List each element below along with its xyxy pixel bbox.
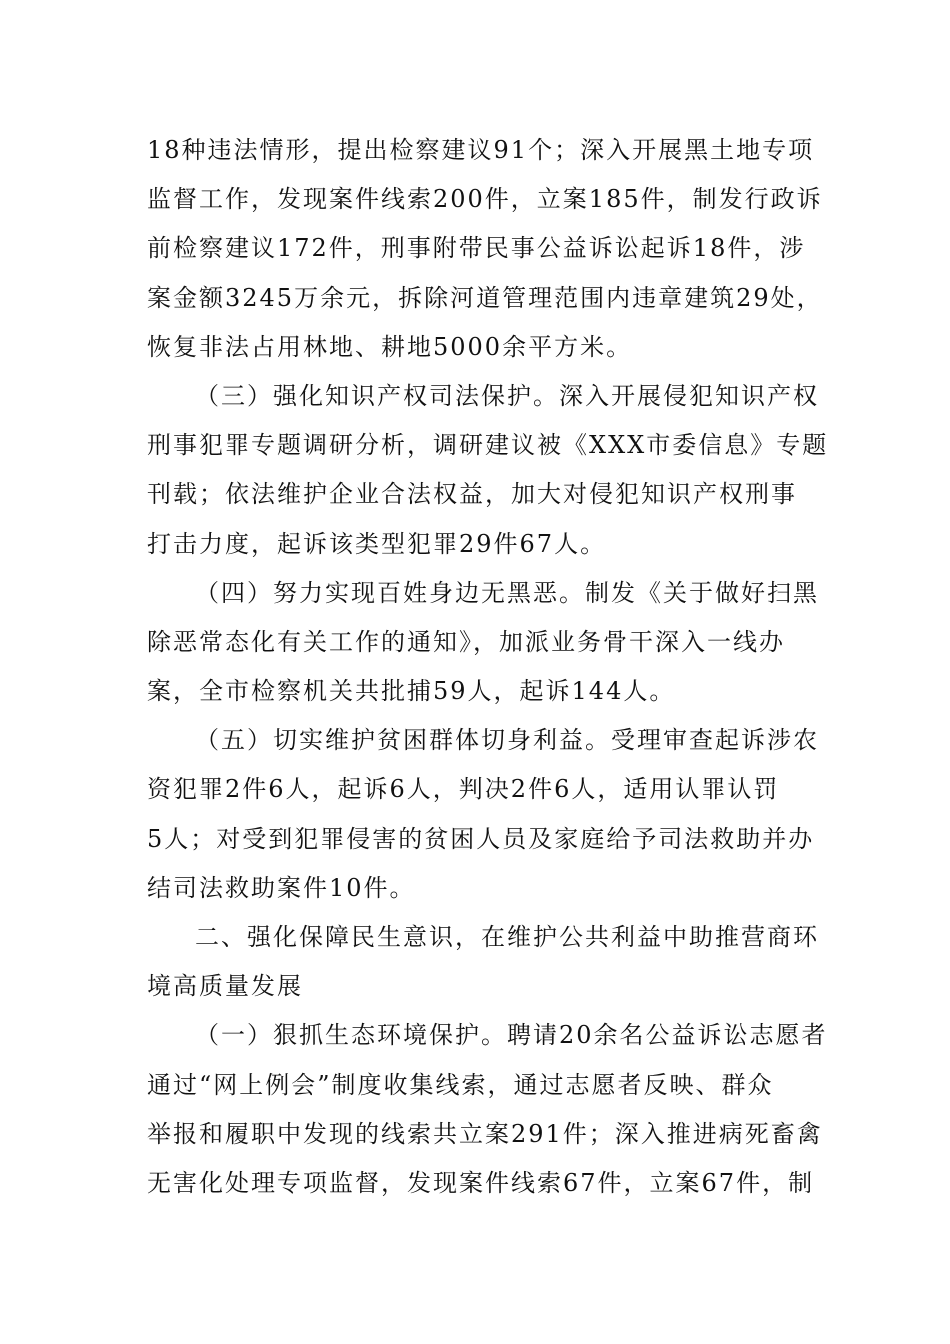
document-body <box>147 126 829 1208</box>
text-line: 除恶常态化有关工作的通知》，加派业务骨干深入一线办 <box>147 627 785 656</box>
text-line: 案金额3245万余元，拆除河道管理范围内违章建筑29处， <box>147 283 823 312</box>
text-line: 刑事犯罪专题调研分析，调研建议被《XXX市委信息》专题 <box>147 431 829 460</box>
text-line: （一）狠抓生态环境保护。聘请20余名公益诉讼志愿者 <box>195 1021 828 1050</box>
text-line: 打击力度，起诉该类型犯罪29件67人。 <box>147 529 607 558</box>
text-line: 恢复非法占用林地、耕地5000余平方米。 <box>147 332 633 361</box>
text-line: 二、强化保障民生意识，在维护公共利益中助推营商环 <box>195 923 819 951</box>
text-line: 境高质量发展 <box>147 972 303 1001</box>
text-line: 刊载；依法维护企业合法权益，加大对侵犯知识产权刑事 <box>147 480 797 509</box>
text-line: 资犯罪2件6人，起诉6人，判决2件6人，适用认罪认罚 <box>147 775 780 804</box>
text-line: 监督工作，发现案件线索200件，立案185件，制发行政诉 <box>147 185 823 214</box>
text-line: 通过“网上例会”制度收集线索，通过志愿者反映、群众 <box>147 1070 774 1099</box>
text-line: 案，全市检察机关共批捕59人，起诉144人。 <box>147 677 676 706</box>
text-line: 前检察建议172件，刑事附带民事公益诉讼起诉18件，涉 <box>147 234 806 263</box>
text-line: （三）强化知识产权司法保护。深入开展侵犯知识产权 <box>195 381 819 410</box>
text-line: （四）努力实现百姓身边无黑恶。制发《关于做好扫黑 <box>195 578 819 607</box>
text-line: （五）切实维护贫困群体切身利益。受理审查起诉涉农 <box>195 726 819 755</box>
text-line: 5人；对受到犯罪侵害的贫困人员及家庭给予司法救助并办 <box>147 824 815 853</box>
text-line: 举报和履职中发现的线索共立案291件；深入推进病死畜禽 <box>147 1119 823 1148</box>
text-line: 无害化处理专项监督，发现案件线索67件，立案67件，制 <box>147 1168 815 1197</box>
text-line: 结司法救助案件10件。 <box>147 873 416 902</box>
text-line: 18种违法情形，提出检察建议91个；深入开展黑土地专项 <box>147 136 815 164</box>
